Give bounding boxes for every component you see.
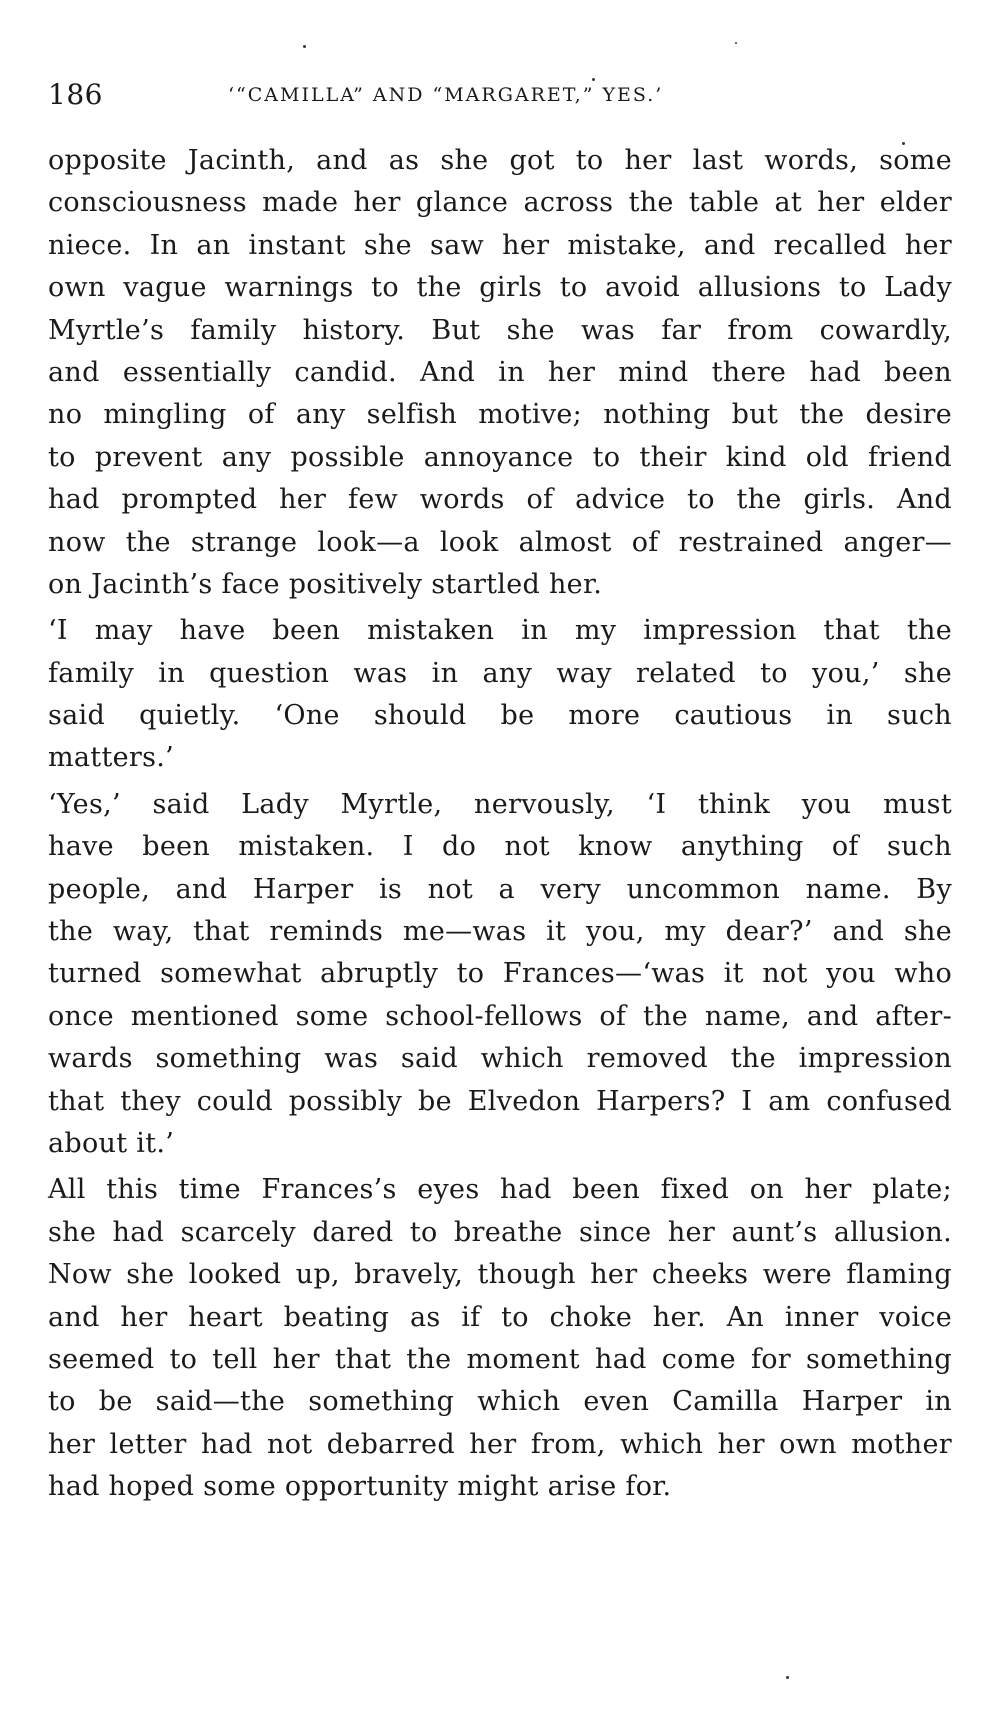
text-line: had prompted her few words of advice to the girls. And	[48, 484, 952, 516]
text-line: have been mistaken. I do not know anything of such	[48, 831, 952, 863]
text-line: said quietly. ‘One should be more cautious in such	[48, 700, 952, 732]
paragraph	[48, 784, 952, 1166]
text-line: Now she looked up, bravely, though her cheeks were flaming	[48, 1259, 952, 1291]
text-line: matters.’	[48, 742, 175, 774]
text-line: wards something was said which removed the impression	[48, 1043, 952, 1075]
text-line: consciousness made her glance across the table at her elder	[48, 187, 952, 219]
scan-speck	[735, 42, 737, 44]
text-line: now the strange look—a look almost of restrained anger—	[48, 526, 952, 558]
page-number: 186	[48, 78, 103, 111]
scan-speck	[303, 45, 306, 48]
text-line: All this time Frances’s eyes had been fixed on her plate;	[48, 1174, 952, 1206]
text-line: ‘Yes,’ said Lady Myrtle, nervously, ‘I think you must	[48, 788, 952, 820]
paragraph	[48, 610, 952, 780]
text-line: seemed to tell her that the moment had come for something	[48, 1343, 952, 1375]
scan-speck	[592, 78, 595, 81]
text-line: and essentially candid. And in her mind there had been	[48, 356, 952, 388]
text-line: she had scarcely dared to breathe since her aunt’s allusion.	[48, 1216, 952, 1248]
text-line: to prevent any possible annoyance to their kind old friend	[48, 441, 952, 473]
text-line: no mingling of any selfish motive; nothing but the desire	[48, 399, 952, 431]
text-line: her letter had not debarred her from, which her own mother	[48, 1428, 952, 1460]
running-head	[48, 78, 952, 118]
text-line: that they could possibly be Elvedon Harpers? I am confused	[48, 1085, 952, 1117]
text-line: once mentioned some school-fellows of the name, and after-	[48, 1000, 952, 1032]
body-text	[48, 140, 952, 1509]
text-line: family in question was in any way related to you,’ she	[48, 657, 952, 689]
text-line: niece. In an instant she saw her mistake, and recalled her	[48, 229, 952, 261]
text-line: had hoped some opportunity might arise for.	[48, 1471, 672, 1503]
text-line: ‘I may have been mistaken in my impression that the	[48, 615, 952, 647]
text-line: Myrtle’s family history. But she was far from cowardly,	[48, 314, 952, 346]
paragraph	[48, 140, 952, 606]
text-line: own vague warnings to the girls to avoid allusions to Lady	[48, 272, 952, 304]
text-line: the way, that reminds me—was it you, my dear?’ and she	[48, 916, 952, 948]
text-line: to be said—the something which even Camilla Harper in	[48, 1386, 952, 1418]
text-line: and her heart beating as if to choke her. An inner voice	[48, 1301, 952, 1333]
text-line: people, and Harper is not a very uncommon name. By	[48, 873, 952, 905]
running-title: ‘“CAMILLA” AND “MARGARET,” YES.’	[228, 84, 664, 106]
scan-speck	[902, 142, 905, 145]
paragraph	[48, 1169, 952, 1508]
text-line: about it.’	[48, 1127, 175, 1159]
scan-speck	[786, 1676, 789, 1679]
text-line: turned somewhat abruptly to Frances—‘was it not you who	[48, 958, 952, 990]
text-line: on Jacinth’s face positively startled her.	[48, 568, 603, 600]
text-line: opposite Jacinth, and as she got to her last words, some	[48, 145, 952, 176]
